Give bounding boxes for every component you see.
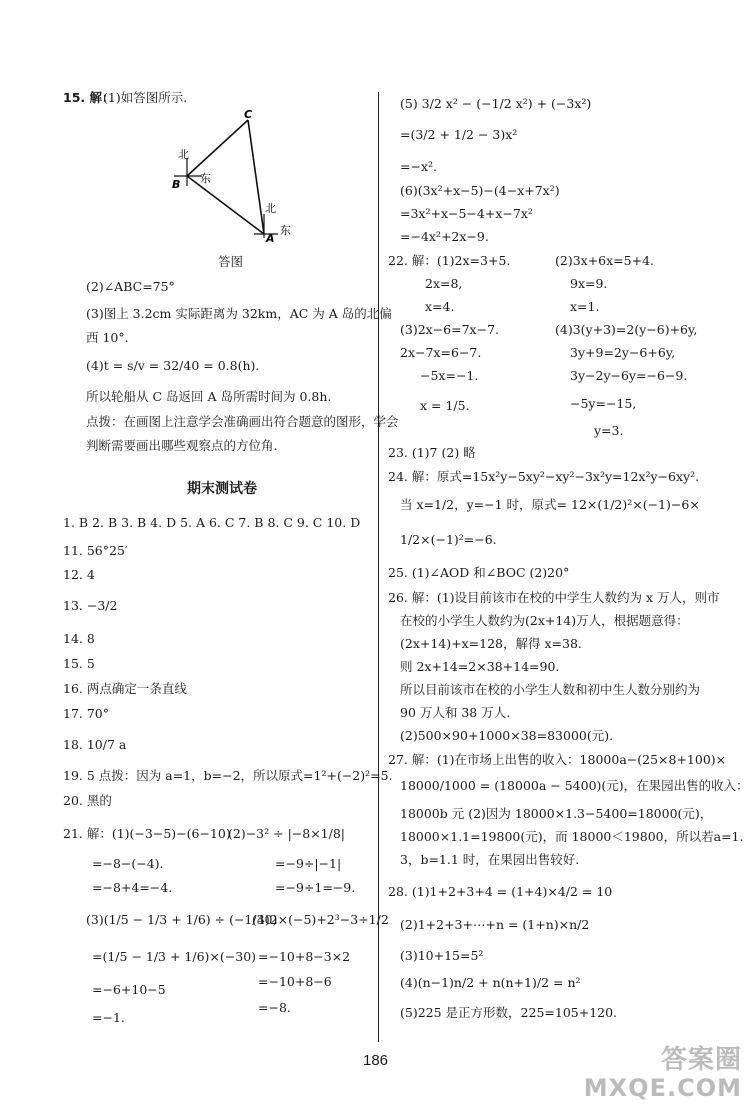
q24-line-1: 24. 解：原式=15x²y−5xy²−xy²−3x²y=12x²y−6xy². (388, 469, 700, 484)
q28-line-4: (4)(n−1)n/2 + n(n+1)/2 = n² (400, 975, 581, 990)
q24-line-3: 1/2×(−1)²=−6. (400, 532, 497, 547)
east-label-B: 东 (200, 172, 211, 185)
q15-part3a: (3)图上 3.2cm 实际距离为 32km，AC 为 A 岛的北偏 (86, 306, 392, 321)
watermark (584, 1046, 742, 1102)
q22-b8: y=3. (594, 423, 624, 438)
q18-answer: 18. 10/7 a (63, 737, 127, 752)
q21-left-2: =−8−(−4). (92, 856, 164, 871)
q26-line-1: 26. 解：(1)设目前该市在校的中学生人数约为 x 万人，则市 (388, 590, 720, 605)
q26-line-7: (2)500×90+1000×38=83000(元). (400, 728, 614, 743)
edge-BC (187, 120, 248, 176)
q22-b1: (2)3x+6x=5+4. (555, 253, 655, 268)
label-C: C (244, 108, 253, 121)
bearing-figure (160, 108, 310, 248)
q15-tip-a: 点拨：在画图上注意学会准确画出符合题意的图形，学会 (86, 414, 399, 429)
watermark-line-1: 答案圈 (660, 1045, 742, 1075)
q22-a1: 22. 解：(1)2x=3+5. (388, 253, 511, 268)
q26-line-3: (2x+14)+x=128，解得 x=38. (400, 636, 582, 651)
figure-caption: 答图 (218, 254, 244, 269)
east-label-A: 东 (280, 224, 291, 237)
q15-part1: (1)如答图所示. (103, 90, 188, 105)
q22-a3: x=4. (425, 299, 455, 314)
q26-line-2: 在校的小学生人数约为(2x+14)万人，根据题意得： (400, 613, 689, 628)
q22-b7: −5y=−15, (570, 396, 637, 411)
q26-line-4: 则 2x+14=2×38+14=90. (400, 659, 560, 674)
q15-part4b: 所以轮船从 C 岛返回 A 岛所需时间为 0.8h. (86, 389, 332, 404)
q23-answer: 23. (1)7 (2) 略 (388, 445, 476, 460)
q21-right-2: =−9÷|−1| (275, 856, 342, 871)
r-line-6: =−4x²+2x−9. (400, 229, 489, 244)
q27-line-5: 3，b=1.1 时，在果园出售较好. (400, 852, 580, 867)
label-A: A (266, 232, 275, 245)
q21-left-4: (3)(1/5 − 1/3 + 1/6) ÷ (−1/30) (86, 912, 278, 927)
north-label-B: 北 (178, 148, 189, 161)
north-label-A: 北 (265, 202, 276, 215)
q21-right-6: =−10+8−6 (258, 974, 332, 989)
q21-right-7: =−8. (258, 1000, 291, 1015)
q21-right-5: =−10+8−3×2 (258, 949, 351, 964)
q26-line-5: 所以目前该市在校的小学生人数和初中生人数分别约为 (400, 682, 701, 697)
edge-CA (248, 120, 264, 234)
q28-line-5: (5)225 是正方形数，225=105+120. (400, 1005, 618, 1020)
q28-line-3: (3)10+15=5² (400, 948, 484, 963)
q27-line-3: 18000b 元 (2)因为 18000×1.3−5400=18000(元)， (400, 806, 713, 821)
q15-part3b: 西 10°. (86, 330, 129, 345)
edge-BA (187, 176, 264, 234)
q22-a4: (3)2x−6=7x−7. (400, 322, 500, 337)
q26-line-6: 90 万人和 38 万人. (400, 705, 511, 720)
q21-right-4: (4)2×(−5)+2³−3÷1/2 (252, 912, 389, 927)
r-line-2: =(3/2 + 1/2 − 3)x² (400, 127, 518, 142)
q21-left-5: =(1/5 − 1/3 + 1/6)×(−30) (92, 949, 257, 964)
q22-a6: −5x=−1. (420, 368, 479, 383)
q22-b3: x=1. (570, 299, 600, 314)
q14-answer: 14. 8 (63, 631, 95, 646)
r-line-1: (5) 3/2 x² − (−1/2 x²) + (−3x²) (400, 96, 592, 111)
r-line-3: =−x². (400, 159, 437, 174)
q24-line-2: 当 x=1/2，y=−1 时，原式= 12×(1/2)²×(−1)−6× (400, 497, 700, 512)
q15-part2: (2)∠ABC=75° (86, 279, 175, 294)
q28-line-1: 28. (1)1+2+3+4 = (1+4)×4/2 = 10 (388, 884, 613, 899)
q15b-answer: 15. 5 (63, 656, 95, 671)
q21-right-3: =−9÷1=−9. (275, 880, 356, 895)
page-number: 186 (363, 1052, 389, 1069)
q15-title: 15. 解： (63, 90, 115, 105)
q11-answer: 11. 56°25′ (63, 543, 128, 558)
q19-answer: 19. 5 点拨：因为 a=1，b=−2，所以原式=1²+(−2)²=5. (63, 768, 393, 783)
q21-left-6: =−6+10−5 (92, 982, 166, 997)
q22-a2: 2x=8, (425, 276, 463, 291)
q17-answer: 17. 70° (63, 706, 110, 721)
q20-answer: 20. 黑的 (63, 793, 112, 808)
q22-b2: 9x=9. (570, 276, 608, 291)
q28-line-2: (2)1+2+3+⋯+n = (1+n)×n/2 (400, 917, 590, 932)
q22-b4: (4)3(y+3)=2(y−6)+6y, (555, 322, 698, 337)
q21-left-7: =−1. (92, 1010, 125, 1025)
q16-answer: 16. 两点确定一条直线 (63, 681, 187, 696)
q15-tip-b: 判断需要画出哪些观察点的方位角. (86, 438, 278, 453)
q15-part4: (4)t = s/v = 32/40 = 0.8(h). (86, 358, 260, 373)
q22-b5: 3y+9=2y−6+6y, (570, 345, 676, 360)
section-title: 期末测试卷 (187, 481, 257, 497)
q21-left-3: =−8+4=−4. (92, 880, 173, 895)
column-divider (378, 92, 379, 1042)
mc-answers: 1. B 2. B 3. B 4. D 5. A 6. C 7. B 8. C 9. C 10. D (63, 515, 361, 530)
q22-a7: x = 1/5. (420, 398, 470, 413)
r-line-5: =3x²+x−5−4+x−7x² (400, 206, 533, 221)
q22-a5: 2x−7x=6−7. (400, 345, 482, 360)
q27-line-2: 18000/1000 = (18000a − 5400)(元)，在果园出售的收入： (400, 778, 749, 793)
q21-right-1: (2)−3² ÷ |−8×1/8| (228, 826, 346, 841)
q25-answer: 25. (1)∠AOD 和∠BOC (2)20° (388, 565, 570, 580)
q21-left-1: 21. 解：(1)(−3−5)−(6−10) (63, 826, 231, 841)
r-line-4: (6)(3x²+x−5)−(4−x+7x²) (400, 183, 560, 198)
q27-line-4: 18000×1.1=19800(元)，而 18000＜19800，所以若a=1. (400, 829, 744, 844)
label-B: B (172, 178, 181, 191)
q27-line-1: 27. 解：(1)在市场上出售的收入：18000a−(25×8+100)× (388, 752, 727, 767)
q22-b6: 3y−2y−6y=−6−9. (570, 368, 688, 383)
watermark-line-2: MXQE.COM (583, 1074, 742, 1102)
q12-answer: 12. 4 (63, 567, 95, 582)
q13-answer: 13. −3/2 (63, 598, 118, 613)
